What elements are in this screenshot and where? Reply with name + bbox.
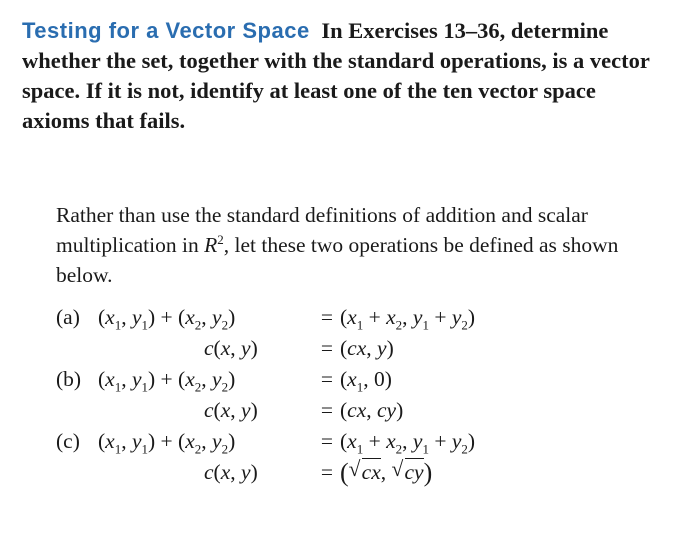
addition-lhs: ($x_1$, $y_1) + (x_2$, $y_2$) bbox=[98, 367, 236, 395]
equals-sign: = bbox=[320, 429, 334, 453]
equals-sign: = bbox=[320, 460, 334, 484]
exercise-instructions: In Exercises 13–36, determine whether the set, together with the standard operations, is a vector space. If it is not, identify at least one of the ten vector space axioms that fails. bbox=[22, 18, 650, 133]
equals-sign: = bbox=[320, 367, 334, 391]
addition-rhs: ($x_1 + x_2$, $y_1 + y_2$) bbox=[340, 429, 476, 457]
equals-sign: = bbox=[320, 336, 334, 360]
part-c-addition bbox=[56, 426, 656, 457]
problem-intro: Rather than use the standard definitions of addition and scalar multiplication in $R^2$, let these two operations be defined as shown below. bbox=[56, 203, 619, 287]
equals-sign: = bbox=[320, 398, 334, 422]
section-heading: Testing for a Vector Space bbox=[22, 18, 310, 43]
addition-lhs: ($x_1$, $y_1) + (x_2$, $y_2$) bbox=[98, 429, 236, 457]
addition-rhs: ($x_1 + x_2$, $y_1 + y_2$) bbox=[340, 305, 476, 333]
problem-block bbox=[56, 200, 656, 488]
scalar-lhs: c(x, y) bbox=[204, 398, 258, 422]
part-label: (b) bbox=[56, 367, 82, 391]
sqrt-cy: √ cy bbox=[391, 457, 424, 484]
scalar-rhs: (cx, y) bbox=[340, 336, 394, 360]
addition-rhs: ($x_1$, 0) bbox=[340, 367, 392, 395]
exercise-header bbox=[22, 16, 662, 136]
part-b-addition bbox=[56, 364, 656, 395]
part-c-scalar bbox=[56, 457, 656, 488]
scalar-lhs: c(x, y) bbox=[204, 460, 258, 484]
sqrt-cx: √ cx bbox=[348, 457, 381, 484]
part-a-addition bbox=[56, 302, 656, 333]
part-label: (a) bbox=[56, 305, 80, 329]
part-a-scalar bbox=[56, 333, 656, 364]
scalar-lhs: c(x, y) bbox=[204, 336, 258, 360]
scalar-rhs: ( √ cx, √ cy) bbox=[340, 457, 433, 487]
space-symbol: R bbox=[204, 233, 218, 257]
space-exponent: 2 bbox=[217, 231, 224, 247]
equation-list bbox=[56, 302, 656, 488]
part-label: (c) bbox=[56, 429, 80, 453]
addition-lhs: ($x_1$, $y_1) + (x_2$, $y_2$) bbox=[98, 305, 236, 333]
equals-sign: = bbox=[320, 305, 334, 329]
scalar-rhs: (cx, cy) bbox=[340, 398, 404, 422]
part-b-scalar bbox=[56, 395, 656, 426]
